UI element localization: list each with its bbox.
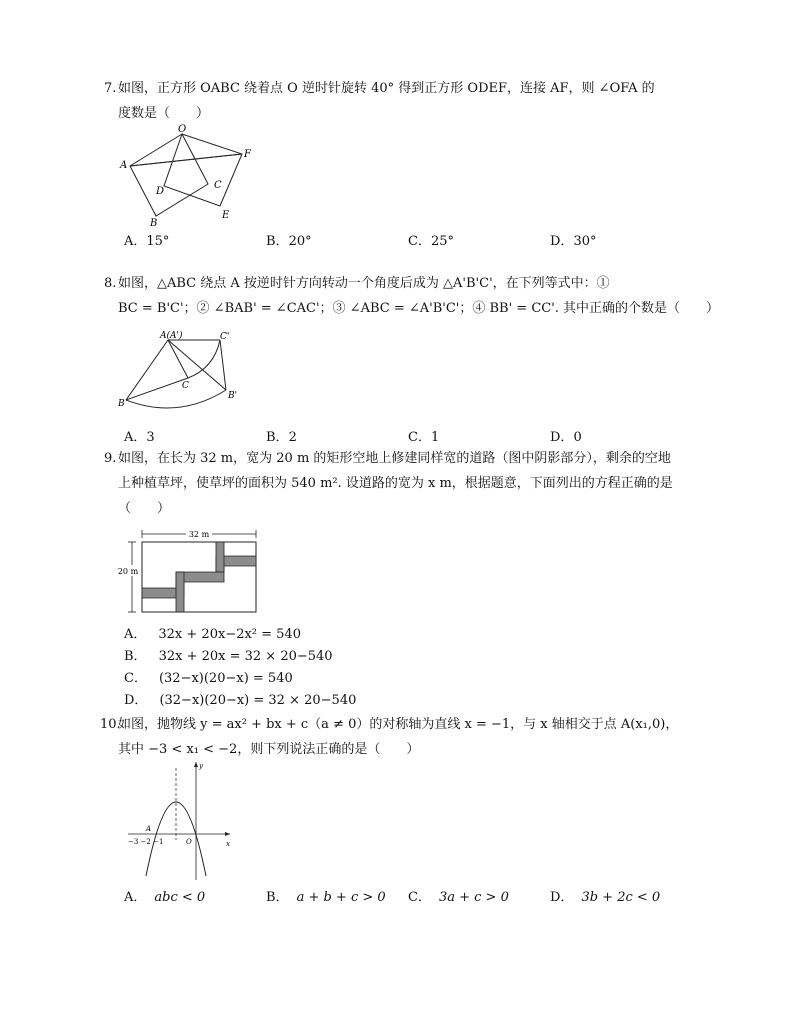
origin-label: O bbox=[186, 838, 192, 846]
road-vertical-2 bbox=[216, 542, 224, 572]
option-text: 25° bbox=[430, 234, 454, 249]
option-key: A． bbox=[124, 430, 147, 445]
option-a[interactable] bbox=[124, 624, 356, 646]
option-c[interactable] bbox=[408, 230, 454, 249]
side-ab bbox=[126, 340, 168, 400]
option-text: 30° bbox=[573, 234, 597, 249]
question-10-options bbox=[124, 886, 704, 906]
option-text: 1 bbox=[430, 430, 440, 445]
question-9-line-2: 上种植草坪，使草坪的面积为 540 m². 设道路的宽为 x m，根据题意，下面列出的方程正确的是 bbox=[118, 476, 673, 491]
x-axis-arrow bbox=[225, 832, 230, 836]
question-8 bbox=[104, 271, 720, 321]
option-key: B． bbox=[266, 430, 289, 445]
label-a: A bbox=[120, 160, 128, 171]
option-d[interactable] bbox=[550, 426, 582, 445]
question-7-figure bbox=[116, 124, 256, 228]
option-text: (32−x)(20−x) = 540 bbox=[158, 671, 293, 686]
option-key: A． bbox=[124, 234, 147, 249]
road-vertical-1 bbox=[176, 572, 184, 612]
option-b[interactable] bbox=[124, 646, 356, 668]
option-key: C． bbox=[408, 890, 431, 905]
option-text: 2 bbox=[288, 430, 297, 445]
question-8-figure bbox=[116, 330, 246, 414]
question-9-stem: 如图，在长为 32 m，宽为 20 m 的矩形空地上修建同样宽的道路（图中阴影部分），剩余的空地 bbox=[118, 451, 671, 466]
option-c[interactable] bbox=[124, 668, 356, 690]
option-text: a + b + c > 0 bbox=[296, 890, 386, 905]
option-c[interactable] bbox=[408, 886, 509, 905]
question-8-options bbox=[124, 426, 704, 446]
option-key: A． bbox=[124, 890, 147, 905]
y-axis-label: y bbox=[199, 762, 203, 770]
option-a[interactable] bbox=[124, 230, 169, 249]
question-7-line-1 bbox=[104, 76, 704, 101]
label-c: C bbox=[182, 381, 189, 391]
label-d: D bbox=[156, 186, 165, 197]
question-10-stem: 如图，抛物线 y = ax² + bx + c（a ≠ 0）的对称轴为直线 x = −1，与 x 轴相交于点 A(x₁,0)， bbox=[118, 717, 679, 732]
option-key: D． bbox=[550, 234, 574, 249]
option-b[interactable] bbox=[266, 886, 386, 905]
option-text: 0 bbox=[573, 430, 582, 445]
option-key: C． bbox=[408, 430, 431, 445]
option-key: C． bbox=[408, 234, 431, 249]
question-10-line-2: 其中 −3 < x₁ < −2，则下列说法正确的是（ ） bbox=[118, 742, 420, 757]
option-a[interactable] bbox=[124, 886, 205, 905]
label-a-a1: A(A') bbox=[160, 331, 183, 341]
option-key: D． bbox=[124, 693, 148, 708]
option-text: (32−x)(20−x) = 32 × 20−540 bbox=[159, 693, 357, 708]
option-key: A． bbox=[124, 627, 147, 642]
option-key: B． bbox=[266, 890, 289, 905]
square-oabc bbox=[130, 134, 208, 216]
question-number: 10. bbox=[100, 717, 121, 732]
question-9-options bbox=[124, 624, 356, 712]
question-9-line-1 bbox=[104, 446, 704, 471]
label-e: E bbox=[222, 210, 230, 221]
side-ac bbox=[168, 340, 188, 378]
option-text: 3 bbox=[146, 430, 155, 445]
option-text: 3b + 2c < 0 bbox=[581, 890, 661, 905]
label-b: B bbox=[150, 218, 158, 228]
question-8-line-1 bbox=[104, 271, 704, 296]
label-c1: C' bbox=[220, 332, 230, 342]
label-b: B bbox=[118, 399, 125, 409]
y-axis-arrow bbox=[194, 762, 198, 767]
option-key: B． bbox=[124, 649, 147, 664]
side-b1c1 bbox=[220, 340, 226, 390]
side-bc bbox=[126, 378, 188, 400]
option-key: C． bbox=[124, 671, 147, 686]
x-tick-labels: −3 −2 −1 bbox=[128, 838, 164, 846]
option-key: D． bbox=[550, 890, 574, 905]
question-7-options bbox=[124, 230, 704, 250]
question-7 bbox=[104, 76, 704, 126]
arc-cc1 bbox=[188, 340, 220, 378]
question-8-line-2: BC = B'C'；② ∠BAB' = ∠CAC'；③ ∠ABC = ∠A'B'C'；④ BB' = CC'. 其中正确的个数是（ ） bbox=[118, 301, 720, 316]
option-text: 32x + 20x−2x² = 540 bbox=[158, 627, 301, 642]
point-a-label: A bbox=[146, 825, 152, 833]
option-c[interactable] bbox=[408, 426, 439, 445]
question-number: 9. bbox=[104, 451, 117, 466]
option-d[interactable] bbox=[550, 886, 660, 905]
option-b[interactable] bbox=[266, 230, 312, 249]
question-10-line-1 bbox=[100, 712, 700, 737]
label-f: F bbox=[244, 149, 251, 160]
label-c: C bbox=[214, 180, 222, 191]
option-b[interactable] bbox=[266, 426, 297, 445]
option-key: D． bbox=[550, 430, 574, 445]
option-d[interactable] bbox=[124, 690, 356, 712]
dimension-label-width: 20 m bbox=[117, 567, 139, 576]
option-text: abc < 0 bbox=[154, 890, 206, 905]
square-odef bbox=[164, 134, 242, 206]
option-key: B． bbox=[266, 234, 289, 249]
x-axis-label: x bbox=[226, 840, 230, 848]
question-8-stem: 如图，△ABC 绕点 A 按逆时针方向转动一个角度后成为 △A'B'C'，在下列等式中：① bbox=[118, 276, 610, 291]
question-number: 7. bbox=[104, 81, 117, 96]
question-number: 8. bbox=[104, 276, 117, 291]
option-text: 15° bbox=[146, 234, 170, 249]
option-d[interactable] bbox=[550, 230, 596, 249]
option-a[interactable] bbox=[124, 426, 155, 445]
question-9-line-3: （ ） bbox=[118, 501, 171, 516]
label-b1: B' bbox=[228, 391, 238, 401]
dimension-label-length: 32 m bbox=[188, 530, 210, 539]
question-10 bbox=[100, 712, 700, 762]
question-10-figure bbox=[124, 758, 236, 884]
option-text: 32x + 20x = 32 × 20−540 bbox=[158, 649, 333, 664]
question-9-figure bbox=[114, 526, 264, 618]
option-text: 20° bbox=[288, 234, 312, 249]
arc-bb1 bbox=[126, 390, 226, 408]
question-7-stem: 如图，正方形 OABC 绕着点 O 逆时针旋转 40° 得到正方形 ODEF，连接 AF，则 ∠OFA 的 bbox=[118, 81, 655, 96]
option-text: 3a + c > 0 bbox=[438, 890, 509, 905]
question-7-line-2: 度数是（ ） bbox=[118, 106, 210, 121]
question-9 bbox=[104, 446, 704, 521]
label-o: O bbox=[178, 124, 187, 135]
